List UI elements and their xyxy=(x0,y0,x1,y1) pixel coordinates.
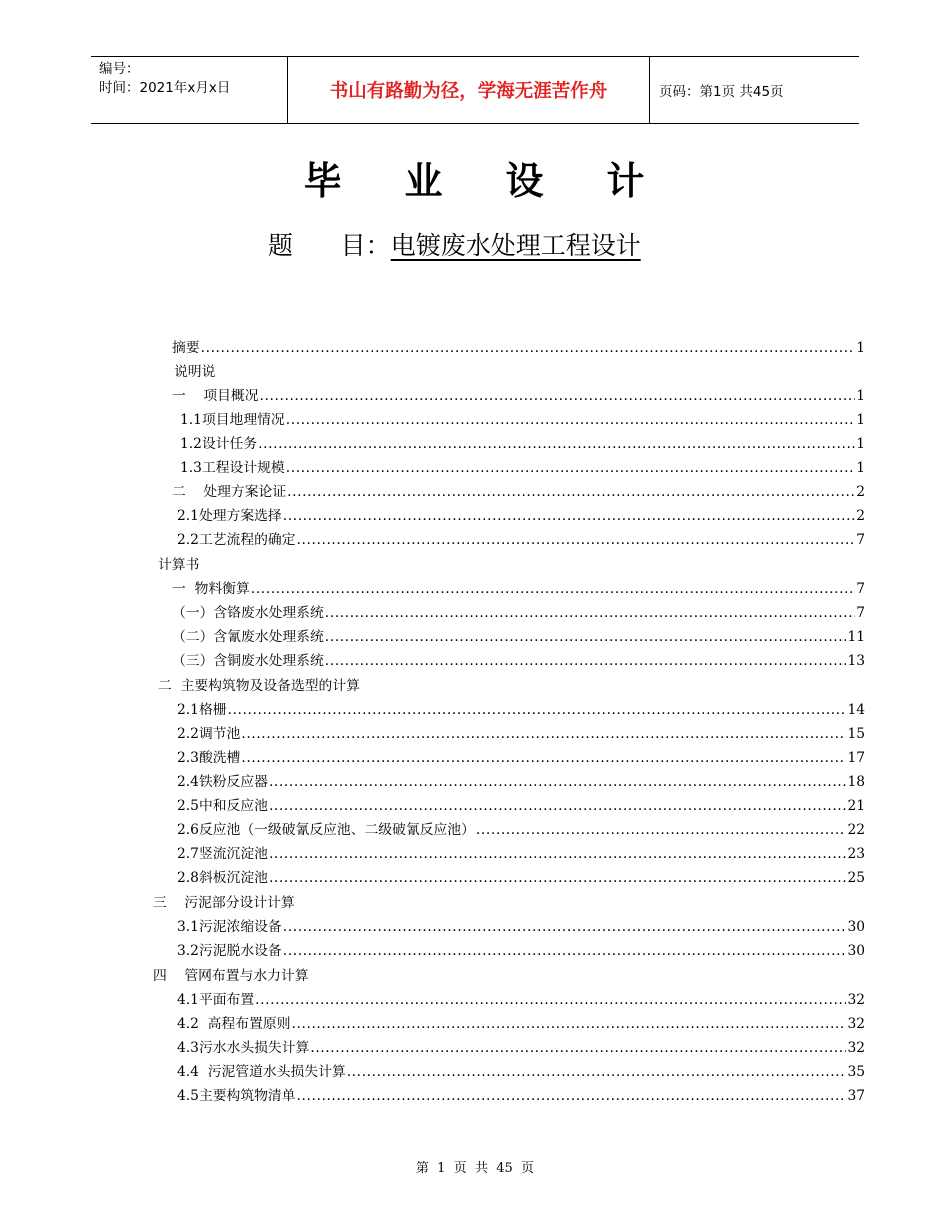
toc-entry-label: 计算书 xyxy=(158,557,200,573)
toc-leader-dots xyxy=(201,338,856,358)
toc-entry[interactable] xyxy=(177,844,865,864)
toc-page-number: 30 xyxy=(847,943,865,959)
toc-entry[interactable] xyxy=(158,676,360,696)
toc-leader-dots xyxy=(347,1062,847,1082)
toc-leader-dots xyxy=(269,772,847,792)
toc-entry[interactable] xyxy=(177,506,865,526)
toc-entry-label: 2.1格栅 xyxy=(177,702,227,718)
toc-page-number: 1 xyxy=(856,412,865,428)
toc-page-number: 21 xyxy=(847,798,865,814)
document-title: 毕 业 设 计 xyxy=(303,159,647,203)
toc-entry-label: （三）含铜废水处理系统 xyxy=(172,653,324,669)
toc-leader-dots xyxy=(260,386,856,406)
toc-page-number: 18 xyxy=(847,774,865,790)
toc-entry[interactable] xyxy=(177,796,865,816)
toc-entry[interactable] xyxy=(153,966,309,986)
toc-entry-label: 3.1污泥浓缩设备 xyxy=(177,919,282,935)
header-divider xyxy=(649,57,650,123)
toc-entry[interactable] xyxy=(172,338,865,358)
toc-page-number: 1 xyxy=(856,436,865,452)
toc-page-number: 2 xyxy=(856,508,865,524)
toc-entry[interactable] xyxy=(158,555,199,575)
header-motto: 书山有路勤为径，学海无涯苦作舟 xyxy=(329,81,608,102)
toc-entry[interactable] xyxy=(172,386,865,406)
toc-leader-dots xyxy=(283,917,847,937)
toc-page-number: 14 xyxy=(847,702,865,718)
toc-leader-dots xyxy=(286,410,855,430)
toc-entry[interactable] xyxy=(174,362,215,382)
toc-entry[interactable] xyxy=(180,434,865,454)
toc-leader-dots xyxy=(287,482,855,502)
toc-page-number: 22 xyxy=(847,822,865,838)
header-page-label: 页码：第1页 共45页 xyxy=(659,84,784,100)
toc-leader-dots xyxy=(283,941,847,961)
toc-leader-dots xyxy=(325,627,847,647)
toc-entry[interactable] xyxy=(180,458,865,478)
page-header xyxy=(91,56,859,124)
toc-entry-label: 2.7竖流沉淀池 xyxy=(177,846,268,862)
toc-leader-dots xyxy=(476,820,847,840)
toc-entry-label: 说明说 xyxy=(174,364,216,380)
toc-leader-dots xyxy=(228,700,847,720)
toc-entry[interactable] xyxy=(177,868,865,888)
toc-page-number: 32 xyxy=(847,992,865,1008)
toc-entry[interactable] xyxy=(177,772,865,792)
toc-entry-label: 4.3污水水头损失计算 xyxy=(177,1040,310,1056)
toc-page-number: 15 xyxy=(847,726,865,742)
toc-entry-label: 1.3工程设计规模 xyxy=(180,460,285,476)
subject-prefix: 题 目： xyxy=(268,231,391,260)
number-label: 编号： xyxy=(99,61,140,77)
toc-entry-label: 4.5主要构筑物清单 xyxy=(177,1088,296,1104)
toc-page-number: 32 xyxy=(847,1016,865,1032)
toc-leader-dots xyxy=(286,458,855,478)
toc-leader-dots xyxy=(325,603,855,623)
toc-page-number: 1 xyxy=(856,340,865,356)
toc-entry-label: 三 污泥部分设计计算 xyxy=(153,895,295,911)
toc-entry[interactable] xyxy=(177,1062,865,1082)
toc-entry-label: 2.6反应池（一级破氰反应池、二级破氰反应池） xyxy=(177,822,475,838)
page-footer: 第 1 页 共 45 页 xyxy=(415,1161,535,1176)
toc-entry-label: 2.2调节池 xyxy=(177,726,241,742)
toc-page-number: 17 xyxy=(847,750,865,766)
toc-entry-label: 2.2工艺流程的确定 xyxy=(177,532,296,548)
toc-entry-label: 1.1项目地理情况 xyxy=(180,412,285,428)
toc-entry[interactable] xyxy=(177,941,865,961)
toc-entry[interactable] xyxy=(177,917,865,937)
toc-entry[interactable] xyxy=(177,700,865,720)
toc-page-number: 35 xyxy=(847,1064,865,1080)
toc-entry[interactable] xyxy=(172,603,865,623)
toc-page-number: 2 xyxy=(856,484,865,500)
toc-entry-label: （一）含铬废水处理系统 xyxy=(172,605,324,621)
toc-entry[interactable] xyxy=(177,724,865,744)
toc-page-number: 23 xyxy=(847,846,865,862)
toc-entry[interactable] xyxy=(172,579,865,599)
toc-page-number: 1 xyxy=(856,460,865,476)
toc-entry-label: 2.8斜板沉淀池 xyxy=(177,870,268,886)
toc-entry[interactable] xyxy=(172,482,865,502)
toc-leader-dots xyxy=(269,844,847,864)
toc-page-number: 7 xyxy=(856,581,865,597)
toc-entry-label: 2.4铁粉反应器 xyxy=(177,774,268,790)
toc-entry-label: 四 管网布置与水力计算 xyxy=(153,968,309,984)
toc-entry-label: 一 项目概况 xyxy=(172,388,259,404)
toc-entry[interactable] xyxy=(177,748,865,768)
toc-leader-dots xyxy=(292,1014,847,1034)
toc-leader-dots xyxy=(310,1038,846,1058)
toc-leader-dots xyxy=(251,579,855,599)
toc-entry[interactable] xyxy=(172,627,865,647)
toc-entry-label: （二）含氰废水处理系统 xyxy=(172,629,324,645)
toc-leader-dots xyxy=(269,796,847,816)
toc-leader-dots xyxy=(241,724,846,744)
toc-entry-label: 2.3酸洗槽 xyxy=(177,750,241,766)
header-info xyxy=(99,60,230,98)
subject-line xyxy=(268,226,641,262)
toc-page-number: 32 xyxy=(847,1040,865,1056)
toc-page-number: 25 xyxy=(847,870,865,886)
toc-leader-dots xyxy=(255,990,846,1010)
toc-entry-label: 二 处理方案论证 xyxy=(172,484,287,500)
toc-page-number: 7 xyxy=(856,605,865,621)
toc-leader-dots xyxy=(241,748,846,768)
toc-entry[interactable] xyxy=(153,893,295,913)
toc-entry-label: 摘要 xyxy=(172,340,200,356)
toc-page-number: 30 xyxy=(847,919,865,935)
toc-entry[interactable] xyxy=(177,1014,865,1034)
toc-page-number: 7 xyxy=(856,532,865,548)
toc-entry-label: 3.2污泥脱水设备 xyxy=(177,943,282,959)
toc-page-number: 13 xyxy=(847,653,865,669)
toc-page-number: 11 xyxy=(847,629,865,645)
toc-entry-label: 一 物料衡算 xyxy=(172,581,250,597)
toc-entry[interactable] xyxy=(177,990,865,1010)
toc-entry[interactable] xyxy=(180,410,865,430)
toc-entry-label: 2.1处理方案选择 xyxy=(177,508,282,524)
toc-page-number: 37 xyxy=(847,1088,865,1104)
toc-entry-label: 4.4 污泥管道水头损失计算 xyxy=(177,1064,346,1080)
toc-leader-dots xyxy=(297,530,856,550)
time-label: 时间：2021年x月x日 xyxy=(99,80,231,96)
toc-entry-label: 4.1平面布置 xyxy=(177,992,255,1008)
toc-leader-dots xyxy=(283,506,855,526)
toc-leader-dots xyxy=(297,1086,847,1106)
toc-entry-label: 二 主要构筑物及设备选型的计算 xyxy=(158,678,360,694)
toc-entry-label: 1.2设计任务 xyxy=(180,436,258,452)
toc-entry[interactable] xyxy=(177,820,865,840)
toc-page-number: 1 xyxy=(856,388,865,404)
toc-entry[interactable] xyxy=(177,1086,865,1106)
toc-entry-label: 2.5中和反应池 xyxy=(177,798,268,814)
toc-entry[interactable] xyxy=(172,651,865,671)
toc-entry-label: 4.2 高程布置原则 xyxy=(177,1016,291,1032)
toc-leader-dots xyxy=(269,868,847,888)
toc-entry[interactable] xyxy=(177,1038,865,1058)
toc-entry[interactable] xyxy=(177,530,865,550)
subject-title: 电镀废水处理工程设计 xyxy=(390,231,641,260)
toc-leader-dots xyxy=(258,434,855,454)
toc-leader-dots xyxy=(325,651,847,671)
